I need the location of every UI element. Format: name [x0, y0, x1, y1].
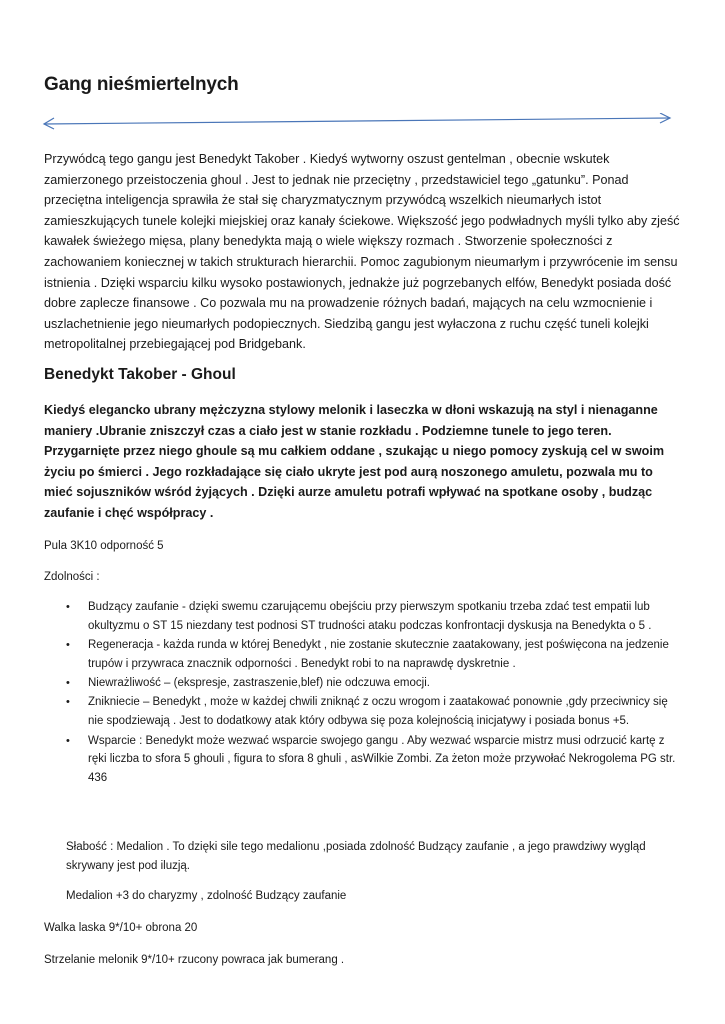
character-heading: Benedykt Takober - Ghoul [44, 366, 236, 383]
ability-text: Budzący zaufanie - dzięki swemu czarującemu obejściu przy pierwszym spotkaniu trzeba zdać test empatii lub okultyzmu o ST 15 niezdany test podnosi ST trudności ataku podczas konfrontacji dyskusja na Benedykta o 5 . [88, 601, 652, 632]
ability-text: Znikniecie – Benedykt , może w każdej chwili zniknąć z oczu wrogom i zaatakować ponownie ,gdy przeciwnicy się nie spodziewają . Jest to dodatkowy atak który odbywa się poza kolejnością inicjatywy i posiada bonus +5. [88, 696, 668, 728]
ability-text: Niewrażliwość – (ekspresje, zastraszenie,blef) nie odczuwa emocji. [88, 677, 430, 690]
document-title: Gang nieśmiertelnych [44, 74, 239, 95]
ability-text: Wsparcie : Benedykt może wezwać wsparcie swojego gangu . Aby wezwać wsparcie mistrz musi odrzucić kartę z ręki liczba to sfora 5 ghouli , figura to sfora 8 ghuli , asWilkie Zombi. Za żeton może przywołać Nekrogolema PG str. 436 [88, 734, 676, 785]
double-arrow-divider [42, 113, 672, 131]
bullet-icon: • [66, 639, 70, 652]
list-item [66, 636, 686, 674]
weakness-text: Słabość : Medalion . To dzięki sile tego medalionu ,posiada zdolność Budzący zaufanie , a jego prawdziwy wygląd skrywany jest pod iluzją. [66, 841, 646, 872]
abilities-list [66, 598, 686, 788]
list-item [66, 732, 686, 788]
combat-stat: Walka laska 9*/10+ obrona 20 [44, 922, 198, 934]
abilities-label: Zdolności : [44, 571, 100, 583]
bullet-icon: • [66, 734, 70, 747]
ability-text: Regeneracja - każda runda w której Benedykt , nie zostanie skutecznie zaatakowany, jest poświęcona na jedzenie trupów i przywraca znacznik odporności . Benedykt robi to na naprawdę dyskretnie . [88, 639, 669, 670]
intro-paragraph: Przywódcą tego gangu jest Benedykt Takober . Kiedyś wytworny oszust gentelman , obecnie wskutek zamierzonego przeistoczenia ghoul . Jest to jednak nie przeciętny , przedstawiciel tego „gatunku”. Ponad przeciętna inteligencja sprawiła że stał się charyzmatycznym przywódcą wszelkich nieumarłych istot zamieszkujących tunele kolejki miejskiej oraz kanały ściekowe. Większość jego podwładnych myśli tylko aby zjeść kawałek świeżego mięsa, plany benedykta mają o wiele większy rozmach . Stworzenie społeczności z zachowaniem koniecznej w takich strukturach hierarchii. Pomoc zagubionym nieumarłym i przywrócenie im sensu istnienia . Dzięki wsparciu kilku wysoko postawionych, jednakże już pogrzebanych elfów, Benedykt posiada dość dobre zaplecze finansowe . Co pozwala mu na prowadzenie różnych badań, mających na celu wzmocnienie i uszlachetnienie jego nieumarłych podopiecznych. Siedzibą gangu jest wyłaczona z ruchu część tuneli kolejki metropolitalnej przebiegającej pod Bridgebank. [44, 152, 680, 352]
bullet-icon: • [66, 696, 70, 709]
character-description: Kiedyś elegancko ubrany mężczyzna stylowy melonik i laseczka w dłoni wskazują na styl i nienaganne maniery .Ubranie zniszczył czas a ciało jest w stanie rozkładu . Podziemne tunele to jego teren. Przygarnięte przez niego ghoule są mu całkiem oddane , szukając u niego pomocy zyskują cel w swoim życiu po śmierci . Jego rozkładające się ciało ukryte jest pod aurą noszonego amuletu, pozwala mu to mieć sojuszników wśród żyjących . Dzięki aurze amuletu potrafi wpływać na spotkane osoby , budząc zaufanie i chęć współpracy . [44, 403, 665, 520]
list-item [66, 598, 686, 636]
list-item [66, 674, 686, 693]
shooting-stat: Strzelanie melonik 9*/10+ rzucony powraca jak bumerang . [44, 954, 345, 966]
medallion-text: Medalion +3 do charyzmy , zdolność Budzący zaufanie [66, 890, 347, 902]
list-item [66, 693, 686, 731]
bullet-icon: • [66, 677, 70, 690]
bullet-icon: • [66, 601, 70, 613]
pool-stat: Pula 3K10 odporność 5 [44, 540, 164, 552]
